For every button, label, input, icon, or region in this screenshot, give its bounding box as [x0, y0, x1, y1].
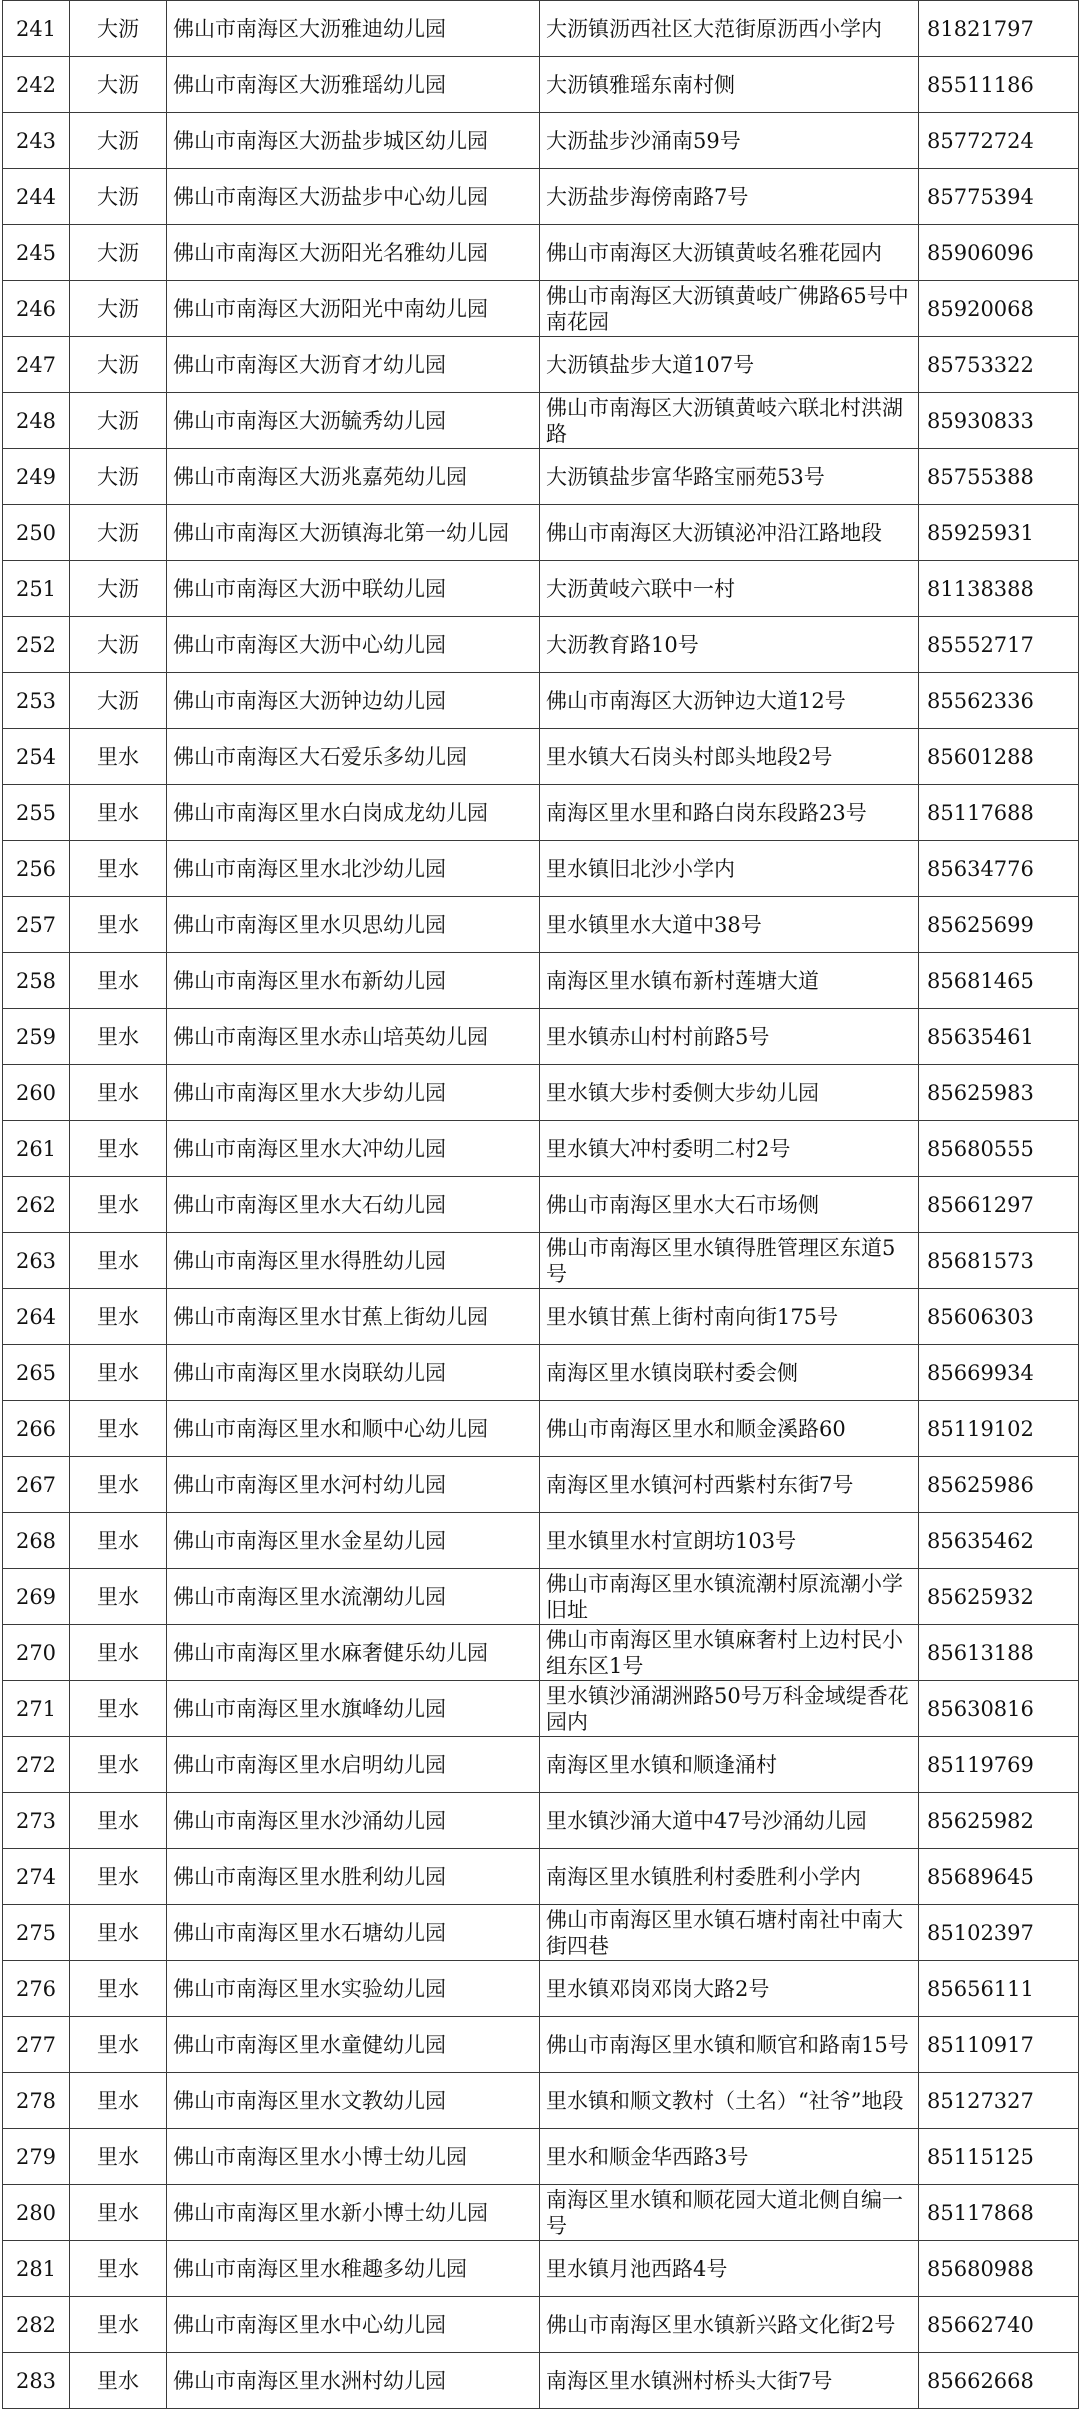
town-cell: 里水 — [70, 1737, 167, 1793]
row-number-cell: 262 — [3, 1177, 70, 1233]
kindergarten-name-cell: 佛山市南海区大沥兆嘉苑幼儿园 — [167, 449, 540, 505]
phone-cell: 85680988 — [919, 2241, 1079, 2297]
kindergarten-name-cell: 佛山市南海区里水大石幼儿园 — [167, 1177, 540, 1233]
town-cell: 里水 — [70, 2129, 167, 2185]
table-row — [3, 1849, 1079, 1905]
town-cell: 里水 — [70, 1121, 167, 1177]
phone-cell: 85920068 — [919, 281, 1079, 337]
row-number-cell: 255 — [3, 785, 70, 841]
kindergarten-name-cell: 佛山市南海区里水小博士幼儿园 — [167, 2129, 540, 2185]
table-row — [3, 1233, 1079, 1289]
kindergarten-name-cell: 佛山市南海区大沥阳光名雅幼儿园 — [167, 225, 540, 281]
kindergarten-name-cell: 佛山市南海区里水贝思幼儿园 — [167, 897, 540, 953]
address-cell: 里水镇和顺文教村（土名）“社爷”地段 — [540, 2073, 919, 2129]
row-number-cell: 242 — [3, 57, 70, 113]
row-number-cell: 271 — [3, 1681, 70, 1737]
row-number-cell: 267 — [3, 1457, 70, 1513]
address-cell: 大沥镇盐步富华路宝丽苑53号 — [540, 449, 919, 505]
table-row — [3, 2129, 1079, 2185]
address-cell: 佛山市南海区里水大石市场侧 — [540, 1177, 919, 1233]
address-cell: 里水镇里水村宣朗坊103号 — [540, 1513, 919, 1569]
kindergarten-name-cell: 佛山市南海区里水布新幼儿园 — [167, 953, 540, 1009]
town-cell: 大沥 — [70, 393, 167, 449]
phone-cell: 85117868 — [919, 2185, 1079, 2241]
row-number-cell: 263 — [3, 1233, 70, 1289]
town-cell: 里水 — [70, 1961, 167, 2017]
address-cell: 里水镇赤山村村前路5号 — [540, 1009, 919, 1065]
row-number-cell: 251 — [3, 561, 70, 617]
phone-cell: 85606303 — [919, 1289, 1079, 1345]
table-row — [3, 225, 1079, 281]
table-row — [3, 1177, 1079, 1233]
row-number-cell: 246 — [3, 281, 70, 337]
address-cell: 佛山市南海区大沥镇黄岐广佛路65号中南花园 — [540, 281, 919, 337]
table-row — [3, 785, 1079, 841]
phone-cell: 85601288 — [919, 729, 1079, 785]
address-cell: 佛山市南海区里水镇石塘村南社中南大街四巷 — [540, 1905, 919, 1961]
kindergarten-name-cell: 佛山市南海区里水中心幼儿园 — [167, 2297, 540, 2353]
phone-cell: 85552717 — [919, 617, 1079, 673]
table-row — [3, 1401, 1079, 1457]
kindergarten-name-cell: 佛山市南海区大沥盐步城区幼儿园 — [167, 113, 540, 169]
row-number-cell: 269 — [3, 1569, 70, 1625]
row-number-cell: 244 — [3, 169, 70, 225]
table-row — [3, 1961, 1079, 2017]
address-cell: 大沥黄岐六联中一村 — [540, 561, 919, 617]
phone-cell: 81821797 — [919, 1, 1079, 57]
table-row — [3, 617, 1079, 673]
row-number-cell: 245 — [3, 225, 70, 281]
table-row — [3, 1905, 1079, 1961]
phone-cell: 85772724 — [919, 113, 1079, 169]
table-row — [3, 2185, 1079, 2241]
address-cell: 佛山市南海区大沥镇黄岐六联北村洪湖路 — [540, 393, 919, 449]
address-cell: 南海区里水镇岗联村委会侧 — [540, 1345, 919, 1401]
kindergarten-name-cell: 佛山市南海区里水胜利幼儿园 — [167, 1849, 540, 1905]
address-cell: 佛山市南海区里水镇得胜管理区东道5号 — [540, 1233, 919, 1289]
table-row — [3, 897, 1079, 953]
address-cell: 佛山市南海区大沥镇黄岐名雅花园内 — [540, 225, 919, 281]
town-cell: 大沥 — [70, 617, 167, 673]
address-cell: 南海区里水镇和顺花园大道北侧自编一号 — [540, 2185, 919, 2241]
row-number-cell: 275 — [3, 1905, 70, 1961]
row-number-cell: 247 — [3, 337, 70, 393]
row-number-cell: 279 — [3, 2129, 70, 2185]
kindergarten-name-cell: 佛山市南海区大沥镇海北第一幼儿园 — [167, 505, 540, 561]
town-cell: 里水 — [70, 897, 167, 953]
row-number-cell: 250 — [3, 505, 70, 561]
row-number-cell: 252 — [3, 617, 70, 673]
table-row — [3, 2073, 1079, 2129]
address-cell: 南海区里水镇布新村莲塘大道 — [540, 953, 919, 1009]
row-number-cell: 241 — [3, 1, 70, 57]
kindergarten-name-cell: 佛山市南海区里水赤山培英幼儿园 — [167, 1009, 540, 1065]
address-cell: 南海区里水里和路白岗东段路23号 — [540, 785, 919, 841]
phone-cell: 85110917 — [919, 2017, 1079, 2073]
address-cell: 里水镇里水大道中38号 — [540, 897, 919, 953]
address-cell: 里水镇沙涌大道中47号沙涌幼儿园 — [540, 1793, 919, 1849]
address-cell: 南海区里水镇胜利村委胜利小学内 — [540, 1849, 919, 1905]
table-row — [3, 1625, 1079, 1681]
table-row — [3, 1681, 1079, 1737]
town-cell: 大沥 — [70, 337, 167, 393]
row-number-cell: 248 — [3, 393, 70, 449]
phone-cell: 85127327 — [919, 2073, 1079, 2129]
kindergarten-name-cell: 佛山市南海区大沥盐步中心幼儿园 — [167, 169, 540, 225]
table-body — [3, 1, 1079, 2409]
kindergarten-name-cell: 佛山市南海区里水启明幼儿园 — [167, 1737, 540, 1793]
town-cell: 里水 — [70, 1625, 167, 1681]
kindergarten-table — [2, 0, 1079, 2409]
phone-cell: 85681465 — [919, 953, 1079, 1009]
phone-cell: 85669934 — [919, 1345, 1079, 1401]
kindergarten-name-cell: 佛山市南海区里水稚趣多幼儿园 — [167, 2241, 540, 2297]
table-row — [3, 505, 1079, 561]
phone-cell: 85625983 — [919, 1065, 1079, 1121]
address-cell: 大沥盐步海傍南路7号 — [540, 169, 919, 225]
phone-cell: 85661297 — [919, 1177, 1079, 1233]
phone-cell: 85930833 — [919, 393, 1079, 449]
table-row — [3, 561, 1079, 617]
town-cell: 里水 — [70, 2241, 167, 2297]
kindergarten-name-cell: 佛山市南海区里水沙涌幼儿园 — [167, 1793, 540, 1849]
kindergarten-name-cell: 佛山市南海区大沥雅迪幼儿园 — [167, 1, 540, 57]
table-row — [3, 1513, 1079, 1569]
town-cell: 里水 — [70, 841, 167, 897]
address-cell: 佛山市南海区里水镇麻奢村上边村民小组东区1号 — [540, 1625, 919, 1681]
address-cell: 佛山市南海区大沥钟边大道12号 — [540, 673, 919, 729]
phone-cell: 85625932 — [919, 1569, 1079, 1625]
row-number-cell: 265 — [3, 1345, 70, 1401]
phone-cell: 85625699 — [919, 897, 1079, 953]
town-cell: 里水 — [70, 1513, 167, 1569]
address-cell: 佛山市南海区里水和顺金溪路60 — [540, 1401, 919, 1457]
table-row — [3, 729, 1079, 785]
town-cell: 大沥 — [70, 169, 167, 225]
table-row — [3, 1737, 1079, 1793]
phone-cell: 85102397 — [919, 1905, 1079, 1961]
row-number-cell: 277 — [3, 2017, 70, 2073]
row-number-cell: 249 — [3, 449, 70, 505]
town-cell: 里水 — [70, 2297, 167, 2353]
table-row — [3, 1457, 1079, 1513]
address-cell: 里水和顺金华西路3号 — [540, 2129, 919, 2185]
kindergarten-name-cell: 佛山市南海区大沥雅瑶幼儿园 — [167, 57, 540, 113]
address-cell: 佛山市南海区里水镇和顺官和路南15号 — [540, 2017, 919, 2073]
phone-cell: 85625986 — [919, 1457, 1079, 1513]
phone-cell: 85662668 — [919, 2353, 1079, 2409]
kindergarten-name-cell: 佛山市南海区里水流潮幼儿园 — [167, 1569, 540, 1625]
phone-cell: 85634776 — [919, 841, 1079, 897]
table-row — [3, 1, 1079, 57]
kindergarten-name-cell: 佛山市南海区里水甘蕉上街幼儿园 — [167, 1289, 540, 1345]
address-cell: 里水镇邓岗邓岗大路2号 — [540, 1961, 919, 2017]
address-cell: 里水镇大冲村委明二村2号 — [540, 1121, 919, 1177]
table-row — [3, 1009, 1079, 1065]
address-cell: 佛山市南海区大沥镇泌冲沿江路地段 — [540, 505, 919, 561]
address-cell: 南海区里水镇洲村桥头大街7号 — [540, 2353, 919, 2409]
town-cell: 里水 — [70, 2185, 167, 2241]
address-cell: 佛山市南海区里水镇流潮村原流潮小学旧址 — [540, 1569, 919, 1625]
town-cell: 大沥 — [70, 113, 167, 169]
phone-cell: 85662740 — [919, 2297, 1079, 2353]
town-cell: 里水 — [70, 1401, 167, 1457]
kindergarten-name-cell: 佛山市南海区大沥阳光中南幼儿园 — [167, 281, 540, 337]
row-number-cell: 254 — [3, 729, 70, 785]
table-row — [3, 337, 1079, 393]
row-number-cell: 243 — [3, 113, 70, 169]
town-cell: 大沥 — [70, 281, 167, 337]
town-cell: 大沥 — [70, 57, 167, 113]
town-cell: 大沥 — [70, 673, 167, 729]
kindergarten-name-cell: 佛山市南海区里水金星幼儿园 — [167, 1513, 540, 1569]
table-row — [3, 2017, 1079, 2073]
town-cell: 大沥 — [70, 561, 167, 617]
town-cell: 里水 — [70, 785, 167, 841]
kindergarten-name-cell: 佛山市南海区里水岗联幼儿园 — [167, 1345, 540, 1401]
kindergarten-name-cell: 佛山市南海区里水北沙幼儿园 — [167, 841, 540, 897]
address-cell: 里水镇旧北沙小学内 — [540, 841, 919, 897]
row-number-cell: 266 — [3, 1401, 70, 1457]
address-cell: 里水镇大石岗头村郎头地段2号 — [540, 729, 919, 785]
kindergarten-name-cell: 佛山市南海区大沥育才幼儿园 — [167, 337, 540, 393]
address-cell: 大沥镇雅瑶东南村侧 — [540, 57, 919, 113]
kindergarten-name-cell: 佛山市南海区里水旗峰幼儿园 — [167, 1681, 540, 1737]
kindergarten-name-cell: 佛山市南海区里水麻奢健乐幼儿园 — [167, 1625, 540, 1681]
address-cell: 大沥教育路10号 — [540, 617, 919, 673]
row-number-cell: 283 — [3, 2353, 70, 2409]
town-cell: 里水 — [70, 1569, 167, 1625]
kindergarten-name-cell: 佛山市南海区里水童健幼儿园 — [167, 2017, 540, 2073]
row-number-cell: 274 — [3, 1849, 70, 1905]
row-number-cell: 253 — [3, 673, 70, 729]
town-cell: 里水 — [70, 1849, 167, 1905]
address-cell: 里水镇甘蕉上街村南向街175号 — [540, 1289, 919, 1345]
table-row — [3, 449, 1079, 505]
kindergarten-name-cell: 佛山市南海区里水洲村幼儿园 — [167, 2353, 540, 2409]
table-row — [3, 1289, 1079, 1345]
kindergarten-name-cell: 佛山市南海区里水得胜幼儿园 — [167, 1233, 540, 1289]
phone-cell: 85613188 — [919, 1625, 1079, 1681]
table-row — [3, 2241, 1079, 2297]
phone-cell: 85562336 — [919, 673, 1079, 729]
kindergarten-name-cell: 佛山市南海区里水石塘幼儿园 — [167, 1905, 540, 1961]
town-cell: 里水 — [70, 1233, 167, 1289]
phone-cell: 85689645 — [919, 1849, 1079, 1905]
town-cell: 里水 — [70, 1177, 167, 1233]
phone-cell: 85119102 — [919, 1401, 1079, 1457]
town-cell: 里水 — [70, 1065, 167, 1121]
phone-cell: 85925931 — [919, 505, 1079, 561]
kindergarten-name-cell: 佛山市南海区里水白岗成龙幼儿园 — [167, 785, 540, 841]
table-row — [3, 169, 1079, 225]
address-cell: 南海区里水镇河村西紫村东街7号 — [540, 1457, 919, 1513]
address-cell: 里水镇大步村委侧大步幼儿园 — [540, 1065, 919, 1121]
row-number-cell: 278 — [3, 2073, 70, 2129]
row-number-cell: 281 — [3, 2241, 70, 2297]
town-cell: 里水 — [70, 1345, 167, 1401]
row-number-cell: 257 — [3, 897, 70, 953]
kindergarten-name-cell: 佛山市南海区里水文教幼儿园 — [167, 2073, 540, 2129]
phone-cell: 85119769 — [919, 1737, 1079, 1793]
row-number-cell: 280 — [3, 2185, 70, 2241]
kindergarten-name-cell: 佛山市南海区里水河村幼儿园 — [167, 1457, 540, 1513]
town-cell: 里水 — [70, 2353, 167, 2409]
table-row — [3, 393, 1079, 449]
phone-cell: 85630816 — [919, 1681, 1079, 1737]
address-cell: 佛山市南海区里水镇新兴路文化街2号 — [540, 2297, 919, 2353]
kindergarten-name-cell: 佛山市南海区大沥钟边幼儿园 — [167, 673, 540, 729]
kindergarten-name-cell: 佛山市南海区里水大步幼儿园 — [167, 1065, 540, 1121]
table-row — [3, 1793, 1079, 1849]
row-number-cell: 282 — [3, 2297, 70, 2353]
town-cell: 里水 — [70, 2017, 167, 2073]
table-row — [3, 841, 1079, 897]
phone-cell: 85906096 — [919, 225, 1079, 281]
table-row — [3, 1121, 1079, 1177]
kindergarten-name-cell: 佛山市南海区里水大冲幼儿园 — [167, 1121, 540, 1177]
table-row — [3, 1065, 1079, 1121]
row-number-cell: 270 — [3, 1625, 70, 1681]
phone-cell: 85635462 — [919, 1513, 1079, 1569]
row-number-cell: 260 — [3, 1065, 70, 1121]
kindergarten-name-cell: 佛山市南海区大沥中联幼儿园 — [167, 561, 540, 617]
kindergarten-name-cell: 佛山市南海区大沥毓秀幼儿园 — [167, 393, 540, 449]
row-number-cell: 258 — [3, 953, 70, 1009]
row-number-cell: 273 — [3, 1793, 70, 1849]
town-cell: 里水 — [70, 1793, 167, 1849]
phone-cell: 85115125 — [919, 2129, 1079, 2185]
address-cell: 里水镇月池西路4号 — [540, 2241, 919, 2297]
kindergarten-name-cell: 佛山市南海区大沥中心幼儿园 — [167, 617, 540, 673]
town-cell: 里水 — [70, 1905, 167, 1961]
table-row — [3, 1345, 1079, 1401]
row-number-cell: 272 — [3, 1737, 70, 1793]
phone-cell: 85680555 — [919, 1121, 1079, 1177]
town-cell: 里水 — [70, 1009, 167, 1065]
town-cell: 大沥 — [70, 225, 167, 281]
kindergarten-name-cell: 佛山市南海区里水和顺中心幼儿园 — [167, 1401, 540, 1457]
row-number-cell: 276 — [3, 1961, 70, 2017]
phone-cell: 85117688 — [919, 785, 1079, 841]
table-row — [3, 113, 1079, 169]
phone-cell: 85755388 — [919, 449, 1079, 505]
address-cell: 大沥镇盐步大道107号 — [540, 337, 919, 393]
phone-cell: 85775394 — [919, 169, 1079, 225]
table-row — [3, 2297, 1079, 2353]
address-cell: 里水镇沙涌湖洲路50号万科金域缇香花园内 — [540, 1681, 919, 1737]
phone-cell: 85753322 — [919, 337, 1079, 393]
table-row — [3, 1569, 1079, 1625]
town-cell: 里水 — [70, 1457, 167, 1513]
town-cell: 里水 — [70, 1681, 167, 1737]
row-number-cell: 268 — [3, 1513, 70, 1569]
kindergarten-name-cell: 佛山市南海区里水新小博士幼儿园 — [167, 2185, 540, 2241]
town-cell: 大沥 — [70, 505, 167, 561]
phone-cell: 81138388 — [919, 561, 1079, 617]
town-cell: 里水 — [70, 1289, 167, 1345]
table-row — [3, 2353, 1079, 2409]
row-number-cell: 256 — [3, 841, 70, 897]
table-row — [3, 673, 1079, 729]
town-cell: 里水 — [70, 2073, 167, 2129]
kindergarten-name-cell: 佛山市南海区里水实验幼儿园 — [167, 1961, 540, 2017]
table-row — [3, 953, 1079, 1009]
table-row — [3, 57, 1079, 113]
phone-cell: 85681573 — [919, 1233, 1079, 1289]
phone-cell: 85635461 — [919, 1009, 1079, 1065]
phone-cell: 85511186 — [919, 57, 1079, 113]
row-number-cell: 259 — [3, 1009, 70, 1065]
town-cell: 大沥 — [70, 1, 167, 57]
address-cell: 大沥盐步沙涌南59号 — [540, 113, 919, 169]
town-cell: 里水 — [70, 729, 167, 785]
phone-cell: 85625982 — [919, 1793, 1079, 1849]
town-cell: 里水 — [70, 953, 167, 1009]
kindergarten-name-cell: 佛山市南海区大石爱乐多幼儿园 — [167, 729, 540, 785]
address-cell: 南海区里水镇和顺逢涌村 — [540, 1737, 919, 1793]
town-cell: 大沥 — [70, 449, 167, 505]
row-number-cell: 264 — [3, 1289, 70, 1345]
row-number-cell: 261 — [3, 1121, 70, 1177]
address-cell: 大沥镇沥西社区大范街原沥西小学内 — [540, 1, 919, 57]
phone-cell: 85656111 — [919, 1961, 1079, 2017]
table-row — [3, 281, 1079, 337]
